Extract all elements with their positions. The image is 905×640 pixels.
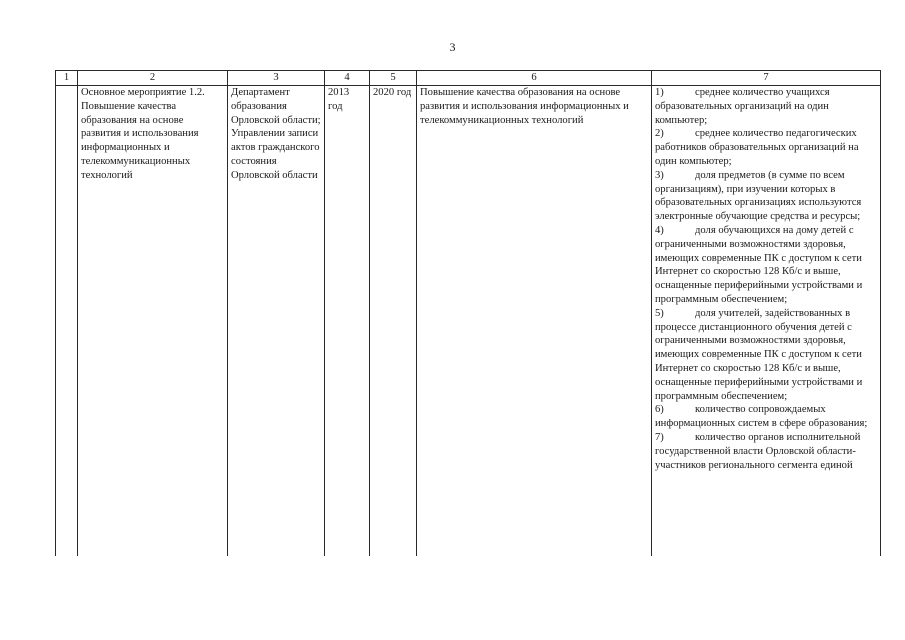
page-number: 3	[449, 40, 456, 54]
start-year-cell: 2013 год	[325, 86, 370, 557]
indicator-text: доля обучающихся на дому детей с ограниченными возможностями здоровья, имеющих современные ПК с доступом к сети Интернет со скоростью 128 Кб/с и выше, оснащенные периферийными устройствами и программным обеспечением;	[655, 224, 863, 305]
header-col-4: 4	[325, 71, 370, 86]
result-cell: Повышение качества образования на основе развития и использования информационных и телекоммуникационных технологий	[417, 86, 652, 557]
indicator-text: доля учителей, задействованных в процессе дистанционного обучения детей с ограниченными возможностями здоровья, имеющих современные ПК с доступом к сети Интернет со скоростью 128 Кб/с и выше, оснащенные периферийными устройствами и программным обеспечением;	[655, 307, 863, 402]
program-table	[55, 70, 881, 556]
header-col-2: 2	[78, 71, 228, 86]
indicator-item	[655, 431, 877, 472]
header-col-5: 5	[370, 71, 417, 86]
end-year-cell: 2020 год	[370, 86, 417, 557]
header-col-1: 1	[56, 71, 78, 86]
indicator-number: 7)	[655, 431, 664, 443]
header-col-3: 3	[228, 71, 325, 86]
indicator-number: 5)	[655, 307, 664, 319]
indicator-number: 6)	[655, 404, 664, 416]
activity-cell: Основное мероприятие 1.2. Повышение качества образования на основе развития и использования информационных и телекоммуникационных технологий	[78, 86, 228, 557]
indicator-number: 2)	[655, 128, 664, 140]
row-number-cell	[56, 86, 78, 557]
table-row	[56, 86, 881, 557]
indicator-text: количество сопровождаемых информационных систем в сфере образования;	[655, 404, 868, 430]
header-col-7: 7	[652, 71, 881, 86]
indicator-number: 3)	[655, 169, 664, 181]
executor-cell: Департамент образования Орловской области; Управлении записи актов гражданского состояния Орловской области	[228, 86, 325, 557]
indicator-item	[655, 224, 877, 307]
indicator-text: среднее количество педагогических работников образовательных организаций на один компьютер;	[655, 128, 859, 167]
indicator-item	[655, 307, 877, 404]
indicator-text: среднее количество учащихся образовательных организаций на один компьютер;	[655, 87, 830, 126]
indicator-item	[655, 169, 877, 224]
indicator-text: доля предметов (в сумме по всем организациям), при изучении которых в образовательных организациях используются электронные обучающие средства и ресурсы;	[655, 169, 862, 223]
indicator-number: 1)	[655, 87, 664, 98]
header-row	[56, 71, 881, 86]
indicator-item	[655, 127, 877, 168]
indicator-number: 4)	[655, 224, 664, 236]
header-col-6: 6	[417, 71, 652, 86]
indicator-text: количество органов исполнительной государственной власти Орловской области-участников регионального сегмента единой	[655, 431, 861, 471]
indicator-item	[655, 86, 877, 127]
indicator-item	[655, 403, 877, 431]
indicators-cell	[652, 86, 881, 557]
